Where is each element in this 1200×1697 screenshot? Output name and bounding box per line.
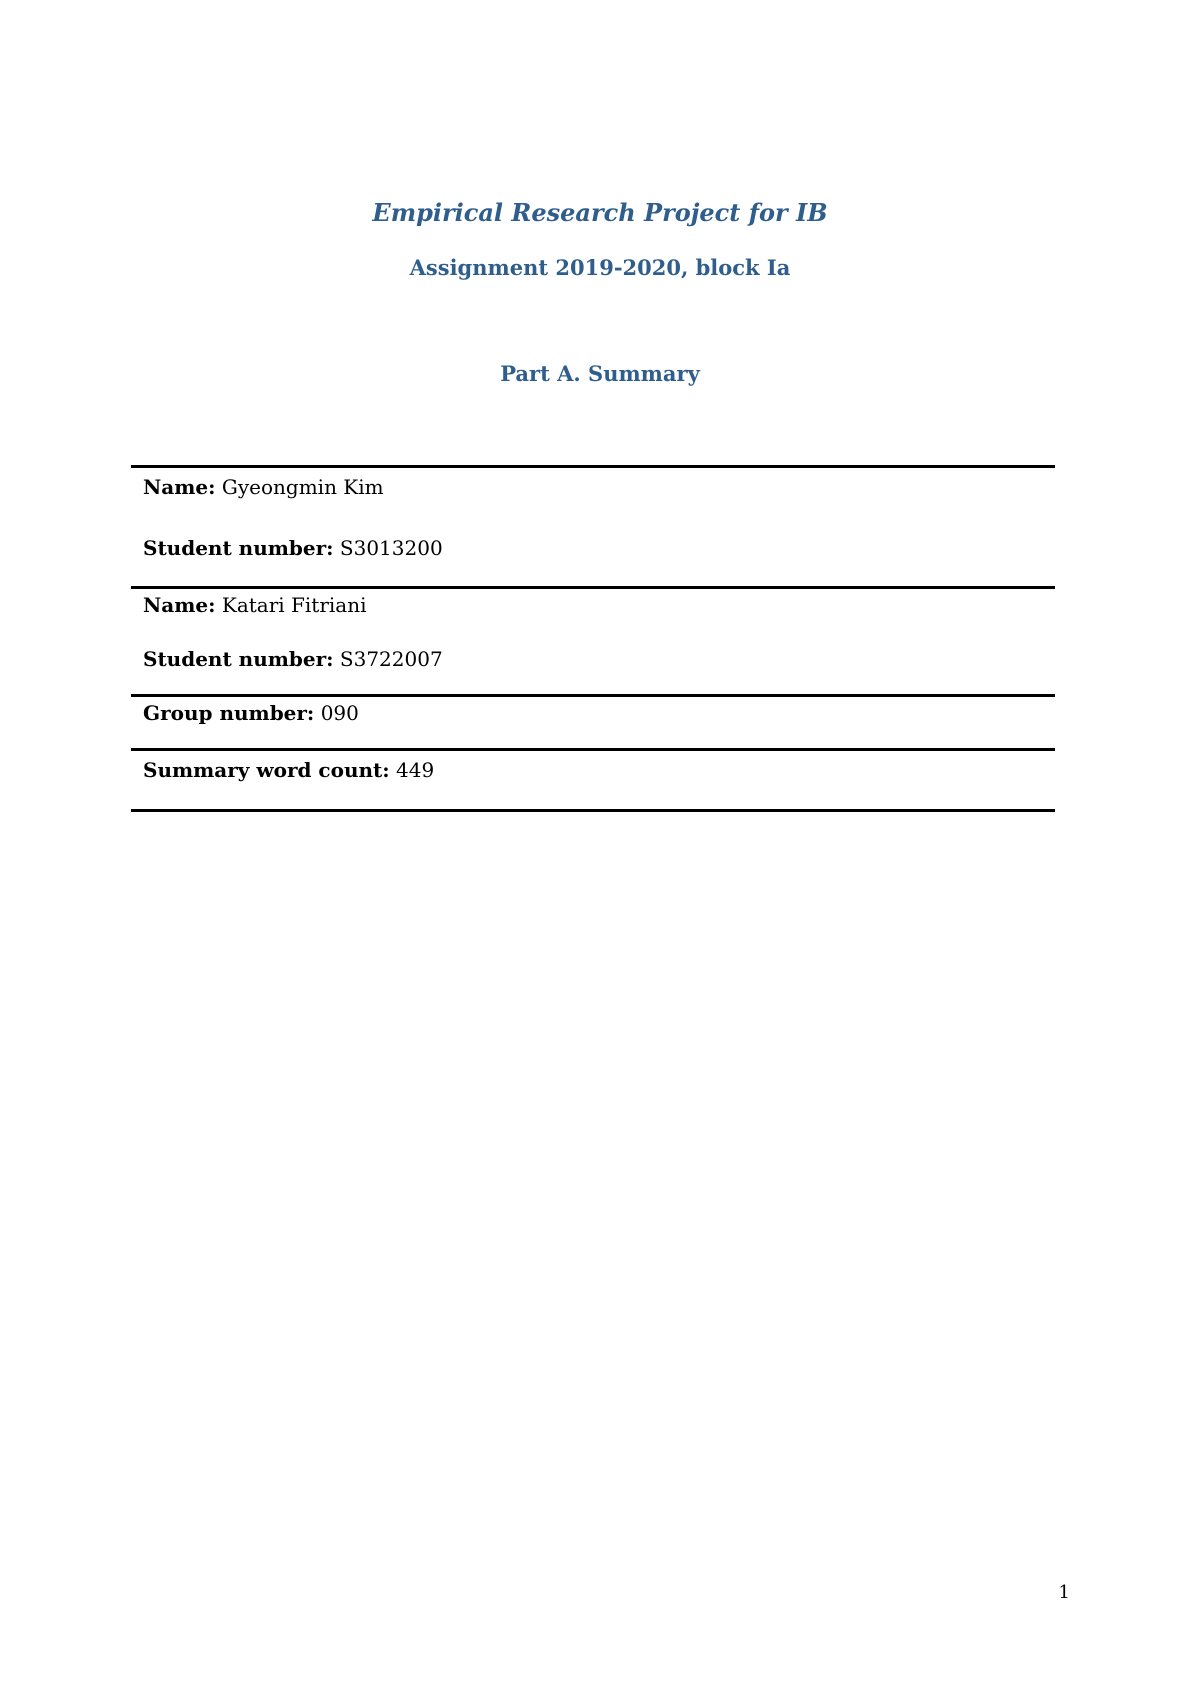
table-rule xyxy=(131,586,1055,589)
name-value: Katari Fitriani xyxy=(221,593,367,617)
name-label: Name: xyxy=(143,475,216,499)
table-rule xyxy=(131,809,1055,812)
student-2-number xyxy=(143,647,443,671)
name-label: Name: xyxy=(143,593,216,617)
page-number: 1 xyxy=(1058,1582,1070,1603)
group-number-value: 090 xyxy=(320,701,359,725)
word-count-label: Summary word count: xyxy=(143,758,390,782)
student-number-value: S3722007 xyxy=(339,647,443,671)
student-1-name xyxy=(143,475,384,499)
student-2-name xyxy=(143,593,366,617)
word-count-value: 449 xyxy=(396,758,435,782)
assignment-subtitle: Assignment 2019-2020, block Ia xyxy=(409,255,791,280)
part-heading: Part A. Summary xyxy=(500,361,700,386)
table-rule xyxy=(131,748,1055,751)
group-number-label: Group number: xyxy=(143,701,315,725)
word-count-row xyxy=(143,758,434,782)
table-rule xyxy=(131,694,1055,697)
student-1-number xyxy=(143,536,443,560)
table-rule xyxy=(131,465,1055,468)
name-value: Gyeongmin Kim xyxy=(221,475,384,499)
group-number-row xyxy=(143,701,359,725)
document-title: Empirical Research Project for IB xyxy=(372,198,828,227)
student-number-label: Student number: xyxy=(143,536,334,560)
student-number-label: Student number: xyxy=(143,647,334,671)
student-number-value: S3013200 xyxy=(339,536,443,560)
